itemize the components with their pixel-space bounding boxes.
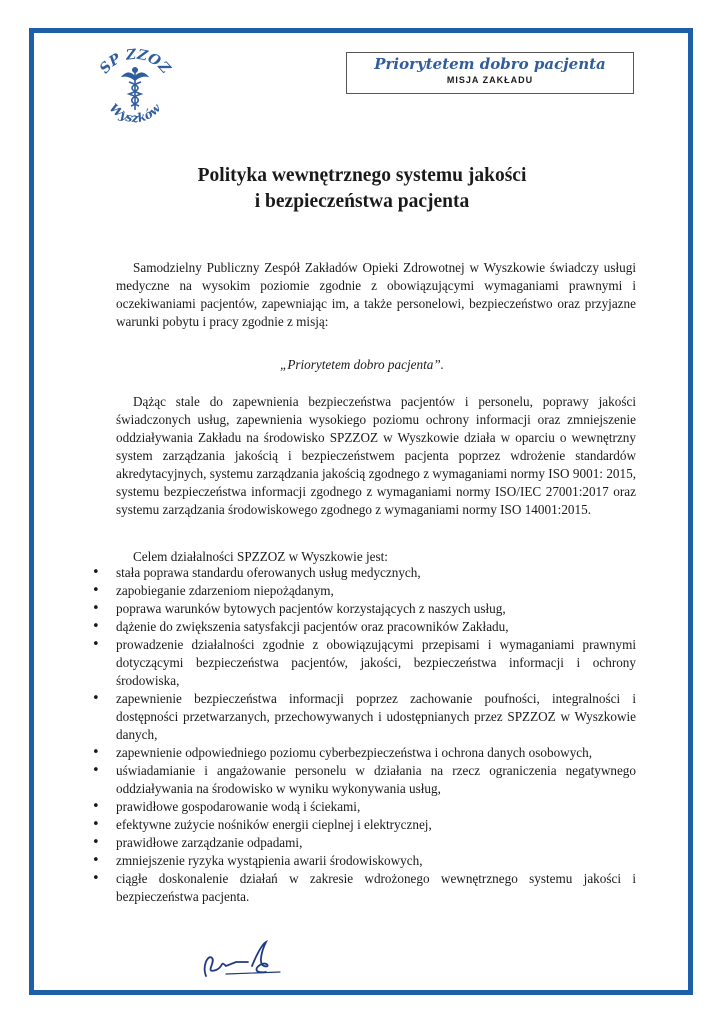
list-item: • dążenie do zwiększenia satysfakcji pacjentów oraz pracowników Zakładu,: [116, 618, 636, 636]
signature-graphic: [196, 936, 288, 982]
list-item: • ciągłe doskonalenie działań w zakresie wdrożonego wewnętrznego systemu jakości i bezpieczeństwa pacjenta.: [116, 870, 636, 906]
list-item: • prowadzenie działalności zgodnie z obowiązującymi przepisami i wymaganiami prawnymi dotyczącymi bezpieczeństwa pacjentów, jakości, bezpieczeństwa informacji i ochrony środowiska,: [116, 636, 636, 690]
list-item: • prawidłowe gospodarowanie wodą i ściekami,: [116, 798, 636, 816]
list-item: • poprawa warunków bytowych pacjentów korzystających z naszych usług,: [116, 600, 636, 618]
list-item: • uświadamianie i angażowanie personelu w działania na rzecz ograniczenia negatywnego oddziaływania na środowisko w wyniku wykonywania usług,: [116, 762, 636, 798]
logo-graphic: [86, 46, 184, 128]
goals-lead: Celem działalności SPZZOZ w Wyszkowie jest:: [133, 549, 388, 564]
motto-quote: „Priorytetem dobro pacjenta”.: [280, 357, 444, 372]
caduceus-icon: [123, 68, 147, 110]
policy-paragraph: Dążąc stale do zapewnienia bezpieczeństwa pacjentów i personelu, poprawy jakości świadczonych usług, zapewnienia wysokiego poziomu ochrony informacji oraz zmniejszenie oddziaływania Zakładu na środowisko SPZZOZ w Wyszkowie działa w oparciu o wewnętrzny system zarządzania jakością i bezpieczeństwem pacjenta poprzez wdrożenie standardów akredytacyjnych, systemu zarządzania jakością zgodnego z wymaganiami normy ISO 9001: 2015, systemu bezpieczeństwa informacji zgodnego z wymaganiami normy ISO/IEC 27001:2017 oraz systemu zarządzania środowiskowego zgodnego z wymaganiami normy ISO 14001:2015.: [116, 394, 636, 517]
list-item: • zapewnienie bezpieczeństwa informacji poprzez zachowanie poufności, integralności i dostępności przetwarzanych, przechowywanych i udostępnianych przez SPZZOZ w Wyszkowie danych,: [116, 690, 636, 744]
mission-label: MISJA ZAKŁADU: [446, 75, 534, 85]
list-item: • zapewnienie odpowiedniego poziomu cyberbezpieczeństwa i ochrona danych osobowych,: [116, 744, 636, 762]
logo-bottom-text: Wyszków: [106, 100, 164, 126]
page-title: [0, 163, 724, 215]
list-item: • zapobieganie zdarzeniom niepożądanym,: [116, 582, 636, 600]
mission-motto: Priorytetem dobro pacjenta: [374, 55, 606, 73]
list-item: • prawidłowe zarządzanie odpadami,: [116, 834, 636, 852]
signature: [196, 936, 288, 982]
list-item: • stała poprawa standardu oferowanych usług medycznych,: [116, 564, 636, 582]
logo-top-text: SP ZZOZ: [96, 46, 174, 77]
list-item: • zmniejszenie ryzyka wystąpienia awarii środowiskowych,: [116, 852, 636, 870]
goals-list: [116, 564, 636, 906]
title-line-2: i bezpieczeństwa pacjenta: [254, 191, 470, 212]
mission-box: [346, 52, 634, 94]
intro-paragraph: Samodzielny Publiczny Zespół Zakładów Opieki Zdrowotnej w Wyszkowie świadczy usługi medyczne na wysokim poziomie zgodnie z obowiązującymi wymaganiami prawnymi i oczekiwaniami pacjentów, zapewniając im, a także personelowi, bezpieczeństwo oraz przyjazne warunki pobytu i pracy zgodnie z misją:: [116, 260, 636, 329]
list-item: • efektywne zużycie nośników energii cieplnej i elektrycznej,: [116, 816, 636, 834]
title-line-1: Polityka wewnętrznego systemu jakości: [197, 165, 527, 186]
logo: [86, 46, 184, 128]
